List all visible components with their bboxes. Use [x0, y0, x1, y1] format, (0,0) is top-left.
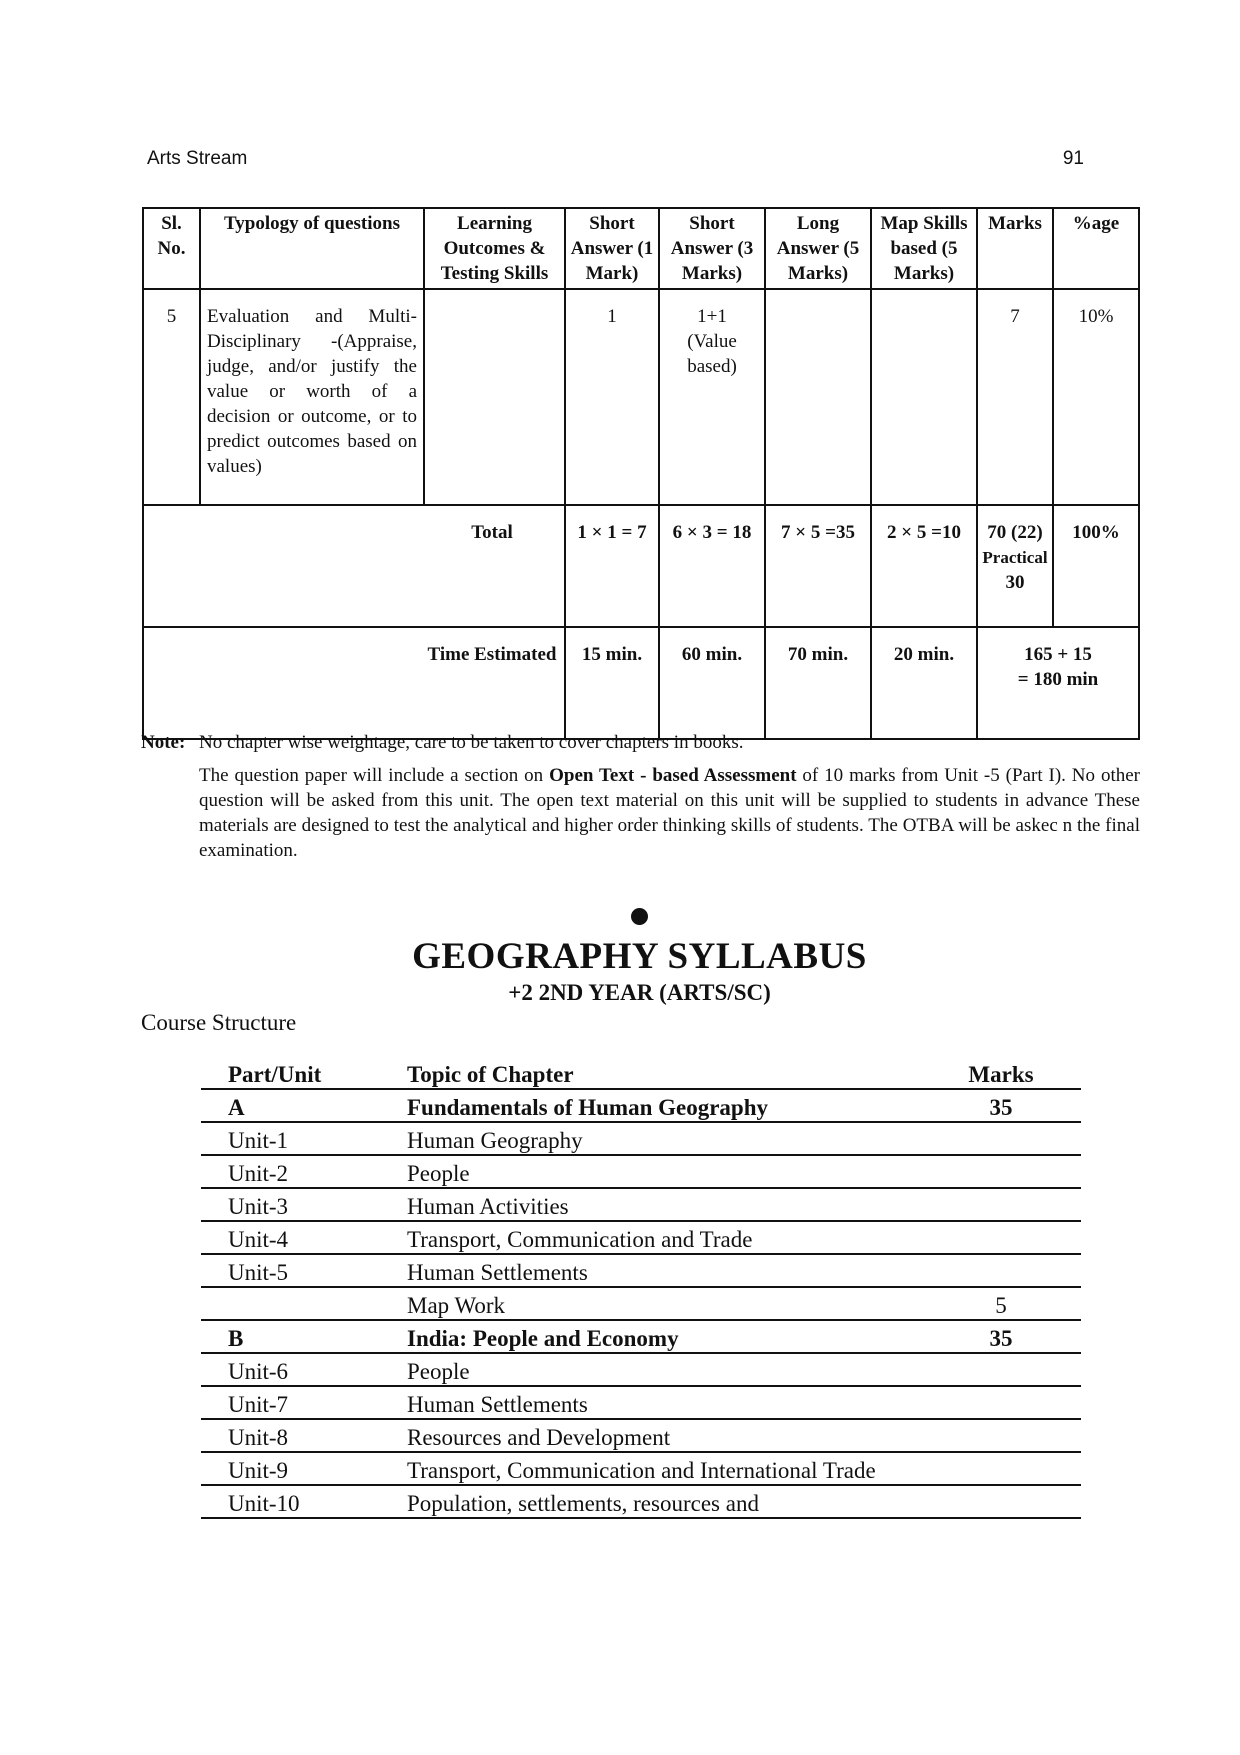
otba-text-before: The question paper will include a section on	[199, 765, 550, 786]
total-marks-main: 70 (22)	[987, 522, 1043, 543]
time-row	[143, 627, 1139, 739]
total-percentage: 100%	[1053, 505, 1139, 627]
time-long5: 70 min.	[765, 627, 871, 739]
cell-topic: People	[391, 1353, 921, 1386]
practical-label: Practical	[982, 548, 1048, 567]
cell-percentage: 10%	[1053, 289, 1139, 505]
table-row	[201, 1155, 1081, 1188]
cell-marks	[921, 1122, 1081, 1155]
col-short-answer-1: Short Answer (1 Mark)	[565, 208, 659, 289]
syllabus-subtitle: +2 2ND YEAR (ARTS/SC)	[508, 980, 771, 1005]
cell-marks	[921, 1419, 1081, 1452]
col-sl-no: Sl. No.	[143, 208, 200, 289]
cell-unit: Unit-1	[201, 1122, 391, 1155]
time-total	[977, 627, 1139, 739]
otba-bold: Open Text - based Assessment	[549, 765, 797, 786]
otba-text-after: of 10 marks from Unit -5 (Part I). No other question will be asked from this unit. The open text material on this unit will be supplied to students in advance These materials are designed to test the analytical and higher order thinking skills of students. The OTBA will be askec n the final examination.	[199, 765, 1140, 861]
col-part-unit: Part/Unit	[201, 1057, 391, 1089]
table-row	[201, 1221, 1081, 1254]
running-header	[147, 148, 1084, 170]
cell-unit: Unit-3	[201, 1188, 391, 1221]
otba-paragraph	[199, 763, 1140, 863]
total-label: Total	[143, 505, 565, 627]
cell-typology: Evaluation and Multi-Disciplinary -(Appraise, judge, and/or justify the value or worth of a decision or outcome, or to predict outcomes based on values)	[200, 289, 424, 505]
table-row	[201, 1188, 1081, 1221]
cell-unit: Unit-5	[201, 1254, 391, 1287]
cell-learning	[424, 289, 565, 505]
cell-unit: Unit-4	[201, 1221, 391, 1254]
cell-topic: Transport, Communication and Trade	[391, 1221, 921, 1254]
table-row	[201, 1353, 1081, 1386]
table-row	[143, 289, 1139, 505]
page-number: 91	[1062, 148, 1084, 169]
note-section	[141, 730, 1140, 871]
table-row	[201, 1122, 1081, 1155]
cell-marks	[921, 1155, 1081, 1188]
table-header-row	[143, 208, 1139, 289]
bullet-icon	[631, 908, 648, 925]
cell-unit	[201, 1287, 391, 1320]
col-map-skills: Map Skills based (5 Marks)	[871, 208, 977, 289]
cell-topic: Resources and Development	[391, 1419, 921, 1452]
cell-marks	[921, 1485, 1081, 1518]
col-short-answer-3: Short Answer (3 Marks)	[659, 208, 765, 289]
time-total-line1: 165 + 15	[1024, 644, 1092, 665]
total-short3: 6 × 3 = 18	[659, 505, 765, 627]
cell-topic: People	[391, 1155, 921, 1188]
cell-unit: Unit-8	[201, 1419, 391, 1452]
cell-map5	[871, 289, 977, 505]
note-line: No chapter wise weightage, care to be taken to cover chapters in books.	[199, 732, 744, 753]
cell-unit: Unit-10	[201, 1485, 391, 1518]
time-label: Time Estimated	[143, 627, 565, 739]
time-short1: 15 min.	[565, 627, 659, 739]
table-row	[201, 1254, 1081, 1287]
col-typology: Typology of questions	[200, 208, 424, 289]
cell-short1: 1	[565, 289, 659, 505]
table-row	[201, 1419, 1081, 1452]
question-typology-table	[142, 207, 1140, 740]
col-learning-outcomes: Learning Outcomes & Testing Skills	[424, 208, 565, 289]
col-marks-header: Marks	[921, 1057, 1081, 1089]
cell-unit: Unit-2	[201, 1155, 391, 1188]
cell-unit: B	[201, 1320, 391, 1353]
cell-marks	[921, 1254, 1081, 1287]
cell-marks: 35	[921, 1320, 1081, 1353]
cell-marks: 7	[977, 289, 1053, 505]
cell-marks: 5	[921, 1287, 1081, 1320]
note-label: Note:	[141, 732, 186, 753]
table-row	[201, 1320, 1081, 1353]
total-short1: 1 × 1 = 7	[565, 505, 659, 627]
col-long-answer-5: Long Answer (5 Marks)	[765, 208, 871, 289]
cell-marks	[921, 1188, 1081, 1221]
cell-topic: Human Settlements	[391, 1386, 921, 1419]
practical-marks: 30	[1005, 572, 1025, 593]
cell-long5	[765, 289, 871, 505]
cell-marks: 35	[921, 1089, 1081, 1122]
cell-short3-note: (Value based)	[687, 331, 737, 377]
col-percentage: %age	[1053, 208, 1139, 289]
stream-label: Arts Stream	[147, 148, 248, 169]
table-row	[201, 1485, 1081, 1518]
total-map5: 2 × 5 =10	[871, 505, 977, 627]
course-structure-table	[201, 1057, 1081, 1519]
cell-unit: Unit-6	[201, 1353, 391, 1386]
syllabus-title: GEOGRAPHY SYLLABUS	[412, 936, 867, 977]
col-topic: Topic of Chapter	[391, 1057, 921, 1089]
cell-marks	[921, 1353, 1081, 1386]
total-long5: 7 × 5 =35	[765, 505, 871, 627]
cell-topic: Human Settlements	[391, 1254, 921, 1287]
total-marks	[977, 505, 1053, 627]
total-row	[143, 505, 1139, 627]
cell-topic: Transport, Communication and International Trade	[391, 1452, 921, 1485]
cell-topic: Map Work	[391, 1287, 921, 1320]
cell-topic: India: People and Economy	[391, 1320, 921, 1353]
table-row	[201, 1452, 1081, 1485]
cell-topic: Fundamentals of Human Geography	[391, 1089, 921, 1122]
time-map5: 20 min.	[871, 627, 977, 739]
cell-topic: Human Geography	[391, 1122, 921, 1155]
cell-short3-main: 1+1	[697, 306, 727, 327]
time-total-line2: = 180 min	[1017, 669, 1099, 690]
course-structure-label: Course Structure	[141, 1010, 297, 1035]
cell-topic: Human Activities	[391, 1188, 921, 1221]
table-row	[201, 1089, 1081, 1122]
cell-marks	[921, 1386, 1081, 1419]
cell-sl-no: 5	[143, 289, 200, 505]
cell-marks	[921, 1452, 1081, 1485]
cell-marks	[921, 1221, 1081, 1254]
table-row	[201, 1287, 1081, 1320]
cell-unit: Unit-7	[201, 1386, 391, 1419]
cell-unit: A	[201, 1089, 391, 1122]
table-row	[201, 1386, 1081, 1419]
cell-unit: Unit-9	[201, 1452, 391, 1485]
course-header-row	[201, 1057, 1081, 1089]
col-marks: Marks	[977, 208, 1053, 289]
cell-short3	[659, 289, 765, 505]
cell-topic: Population, settlements, resources and	[391, 1485, 921, 1518]
time-short3: 60 min.	[659, 627, 765, 739]
